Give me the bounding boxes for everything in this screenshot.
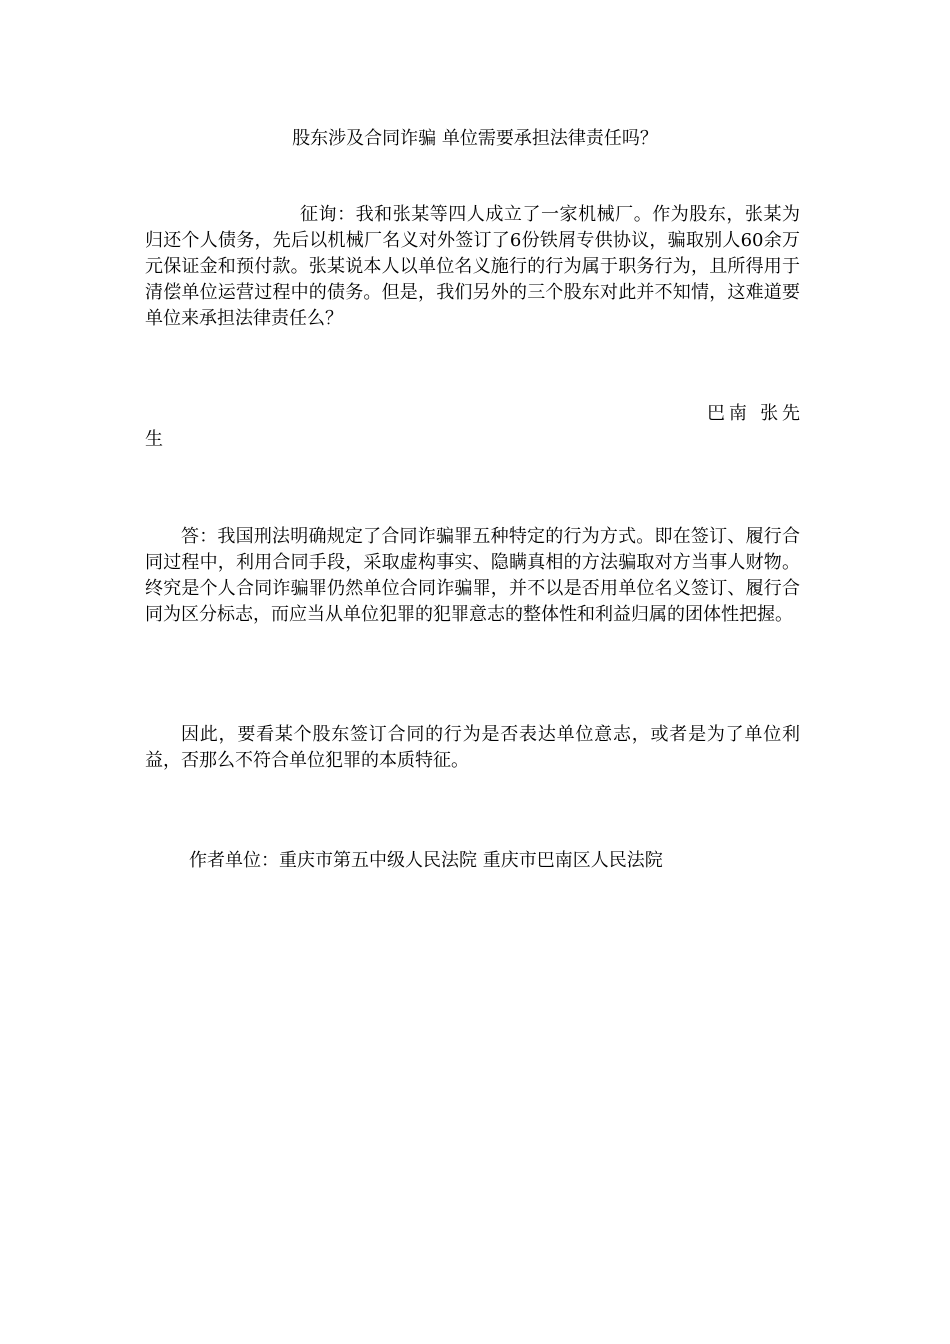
inquiry-paragraph: 征询：我和张某等四人成立了一家机械厂。作为股东，张某为归还个人债务，先后以机械厂名义对外签订了6份铁屑专供协议，骗取别人60余万元保证金和预付款。张某说本人以单位名义施行的行为属于职务行为，且所得用于清偿单位运营过程中的债务。但是，我们另外的三个股东对此并不知情，这难道要单位来承担法律责任么？ xyxy=(145,204,800,329)
conclusion-paragraph: 因此，要看某个股东签订合同的行为是否表达单位意志，或者是为了单位利益，否那么不符合单位犯罪的本质特征。 xyxy=(145,724,800,771)
inquirer-signature: 巴南 张先生 xyxy=(145,403,800,450)
page-title: 股东涉及合同诈骗 单位需要承担法律责任吗？ xyxy=(292,128,658,149)
author-affiliation: 作者单位：重庆市第五中级人民法院 重庆市巴南区人民法院 xyxy=(189,850,663,871)
answer-paragraph: 答：我国刑法明确规定了合同诈骗罪五种特定的行为方式。即在签订、履行合同过程中，利用合同手段，采取虚构事实、隐瞒真相的方法骗取对方当事人财物。终究是个人合同诈骗罪仍然单位合同诈骗罪，并不以是否用单位名义签订、履行合同为区分标志，而应当从单位犯罪的犯罪意志的整体性和利益归属的团体性把握。 xyxy=(145,526,800,625)
